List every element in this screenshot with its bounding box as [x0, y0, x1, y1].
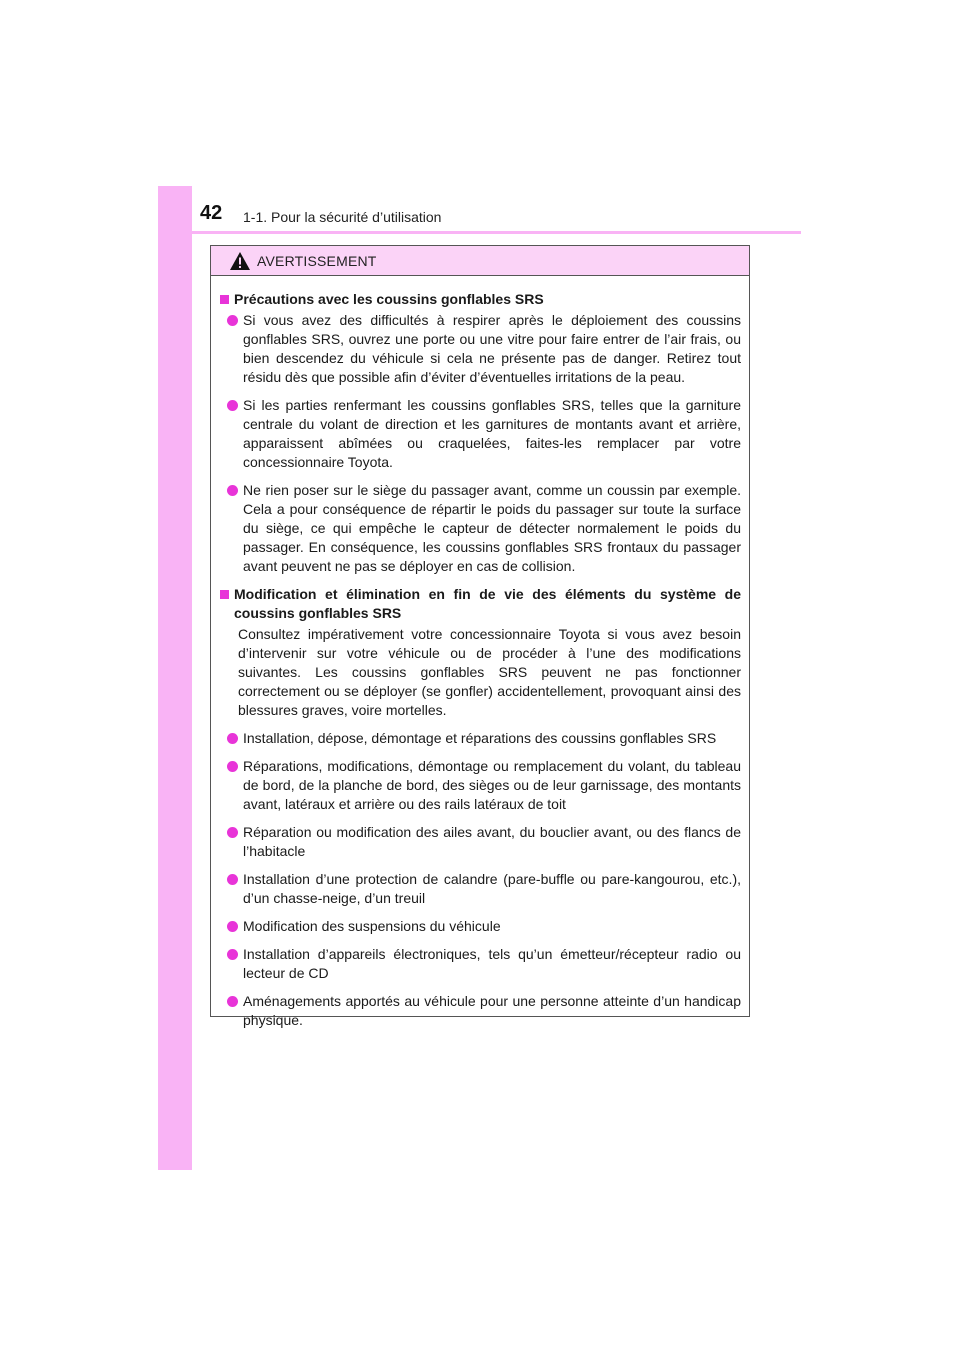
round-bullet-icon — [227, 733, 238, 744]
section-title: 1-1. Pour la sécurité d’utilisation — [243, 209, 442, 225]
round-bullet-icon — [227, 315, 238, 326]
square-bullet-icon — [220, 590, 229, 599]
round-bullet-icon — [227, 949, 238, 960]
warning-body — [211, 276, 749, 1030]
round-bullet-icon — [227, 874, 238, 885]
round-bullet-icon — [227, 485, 238, 496]
side-tab-band — [158, 186, 192, 1170]
header-rule — [158, 231, 801, 234]
warning-box — [210, 245, 750, 1028]
list-item: Ne rien poser sur le siège du passager avant, comme un coussin par exemple. Cela a pour conséquence de répartir le poids du passager sur toute la surface du siège, ce qui empêche le capteur de détecter normalement le poids du passager. En conséquence, les coussins gonflables SRS frontaux du passager avant peuvent ne pas se déployer en cas de collision. — [219, 481, 741, 576]
round-bullet-icon — [227, 921, 238, 932]
section-precautions — [219, 290, 741, 576]
round-bullet-icon — [227, 761, 238, 772]
round-bullet-icon — [227, 996, 238, 1007]
page-number: 42 — [200, 202, 223, 224]
section-modification — [219, 585, 741, 1030]
list-item: Réparations, modifications, démontage ou remplacement du volant, du tableau de bord, de la planche de bord, des sièges ou de leur garnissage, des montants avant, latéraux et arrière ou des rails latéraux de toit — [219, 757, 741, 814]
list-item: Si vous avez des difficultés à respirer après le déploiement des coussins gonflables SRS, ouvrez une porte ou une vitre pour faire entrer de l’air frais, ou bien descendez du véhicule si cela ne présente pas de danger. Retirez tout résidu dès que possible afin d’éviter d’éventuelles irritations de la peau. — [219, 311, 741, 387]
round-bullet-icon — [227, 400, 238, 411]
list-item: Modification des suspensions du véhicule — [219, 917, 741, 936]
warning-title: AVERTISSEMENT — [257, 252, 377, 269]
warning-header — [211, 246, 749, 276]
section-heading: Précautions avec les coussins gonflables SRS — [219, 290, 741, 309]
list-item: Aménagements apportés au véhicule pour une personne atteinte d’un handicap physique. — [219, 992, 741, 1030]
list-item: Installation, dépose, démontage et réparations des coussins gonflables SRS — [219, 729, 741, 748]
list-item: Si les parties renfermant les coussins gonflables SRS, telles que la garniture centrale du volant de direction et les garnitures de montants avant et arrière, apparaissent abîmées ou craquelées, faites-les remplacer par votre concessionnaire Toyota. — [219, 396, 741, 472]
round-bullet-icon — [227, 827, 238, 838]
square-bullet-icon — [220, 295, 229, 304]
warning-triangle-icon — [229, 251, 251, 271]
section-heading: Modification et élimination en fin de vie des éléments du système de coussins gonflables SRS — [219, 585, 741, 623]
list-item: Installation d’appareils électroniques, tels qu’un émetteur/récepteur radio ou lecteur de CD — [219, 945, 741, 983]
list-item: Installation d’une protection de calandre (pare-buffle ou pare-kangourou, etc.), d’un chasse-neige, d’un treuil — [219, 870, 741, 908]
section-intro: Consultez impérativement votre concessionnaire Toyota si vous avez besoin d’intervenir sur votre véhicule ou de procéder à l’une des modifications suivantes. Les coussins gonflables SRS peuvent ne pas fonctionner correctement ou se déployer (se gonfler) accidentellement, provoquant ainsi des blessures graves, voire mortelles. — [238, 626, 741, 718]
list-item: Réparation ou modification des ailes avant, du bouclier avant, ou des flancs de l’habitacle — [219, 823, 741, 861]
